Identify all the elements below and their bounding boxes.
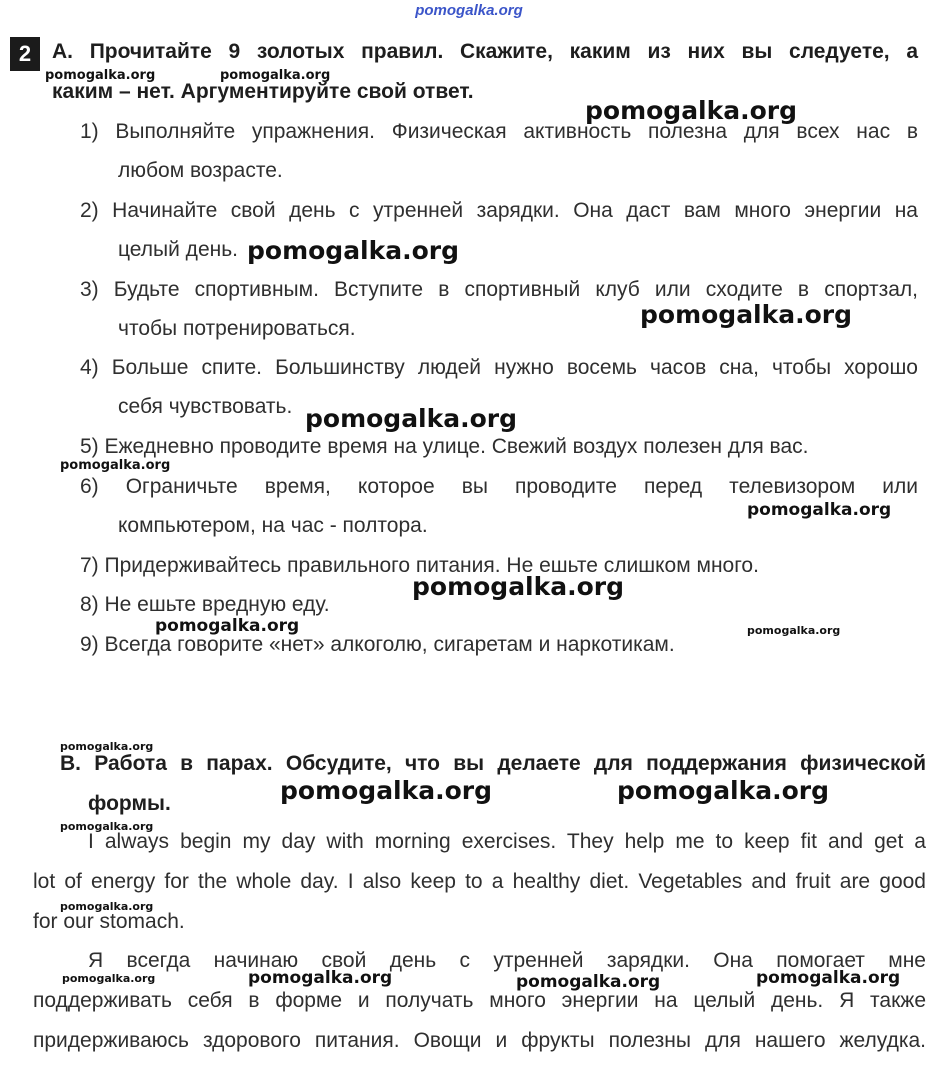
watermark-text: pomogalka.org [747, 500, 892, 520]
rule-text: 7) Придерживайтесь правильного питания. Не ешьте слишком много. [80, 554, 759, 577]
rule-text: 4) Больше спите. Большинству людей нужно восемь часов сна, чтобы хорошо [80, 356, 918, 379]
watermark-text: pomogalka.org [516, 972, 661, 992]
watermark-text: pomogalka.org [60, 900, 154, 913]
watermark-text: pomogalka.org [280, 776, 493, 805]
part-b-heading-line1: B. Работа в парах. Обсудите, что вы делаете для поддержания физической [60, 752, 926, 775]
watermark-text: pomogalka.org [248, 968, 393, 988]
watermark-text: pomogalka.org [640, 300, 853, 329]
watermark-text: pomogalka.org [60, 740, 154, 753]
rule-text: 3) Будьте спортивным. Вступите в спортивный клуб или сходите в спортзал, [80, 278, 918, 301]
rule-text-continued: себя чувствовать. [118, 395, 293, 418]
watermark-text: pomogalka.org [60, 820, 154, 833]
site-watermark-top: pomogalka.org [415, 2, 523, 19]
answer-english [33, 822, 926, 942]
answer-russian-line: поддерживать себя в форме и получать много энергии на целый день. Я также [33, 989, 926, 1012]
answer-russian-line: Я всегда начинаю свой день с утренней зарядки. Она помогает мне [88, 949, 926, 972]
part-a-heading-line2: каким – нет. Аргументируйте свой ответ. [52, 80, 474, 103]
answer-russian [33, 941, 926, 1061]
rule-text: 5) Ежедневно проводите время на улице. Свежий воздух полезен для вас. [80, 435, 809, 458]
watermark-text: pomogalka.org [305, 404, 518, 433]
watermark-text: pomogalka.org [155, 616, 300, 636]
rule-text: 6) Ограничьте время, которое вы проводите перед телевизором или [80, 475, 918, 498]
watermark-text: pomogalka.org [747, 624, 841, 637]
watermark-text: pomogalka.org [247, 236, 460, 265]
answer-english-line: lot of energy for the whole day. I also keep to a healthy diet. Vegetables and fruit are good [33, 870, 926, 893]
answer-english-line: for our stomach. [33, 910, 185, 933]
watermark-text: pomogalka.org [617, 776, 830, 805]
watermark-text: pomogalka.org [60, 458, 171, 473]
task-number-badge: 2 [10, 37, 40, 71]
watermark-text: pomogalka.org [45, 68, 156, 83]
rule-text: 2) Начинайте свой день с утренней зарядки. Она даст вам много энергии на [80, 199, 918, 222]
answer-russian-line: придерживаюсь здорового питания. Овощи и фрукты полезны для нашего желудка. [33, 1029, 926, 1052]
rule-text-continued: любом возрасте. [118, 159, 283, 182]
rule-text: 9) Всегда говорите «нет» алкоголю, сигаретам и наркотикам. [80, 633, 675, 656]
part-b-heading-line2: формы. [88, 792, 171, 815]
watermark-text: pomogalka.org [756, 968, 901, 988]
watermark-text: pomogalka.org [412, 572, 625, 601]
part-a-heading-line1: A. Прочитайте 9 золотых правил. Скажите, каким из них вы следуете, а [52, 40, 918, 63]
rule-text: 1) Выполняйте упражнения. Физическая активность полезна для всех нас в [80, 120, 918, 143]
watermark-text: pomogalka.org [585, 96, 798, 125]
rule-text-continued: компьютером, на час - полтора. [118, 514, 428, 537]
watermark-text: pomogalka.org [220, 68, 331, 83]
rule-item [80, 191, 918, 269]
watermark-text: pomogalka.org [62, 972, 156, 985]
answer-english-line: I always begin my day with morning exercises. They help me to keep fit and get a [88, 830, 926, 853]
rule-text: 8) Не ешьте вредную еду. [80, 593, 330, 616]
rule-text-continued: целый день. [118, 238, 238, 261]
rule-text-continued: чтобы потренироваться. [118, 317, 356, 340]
